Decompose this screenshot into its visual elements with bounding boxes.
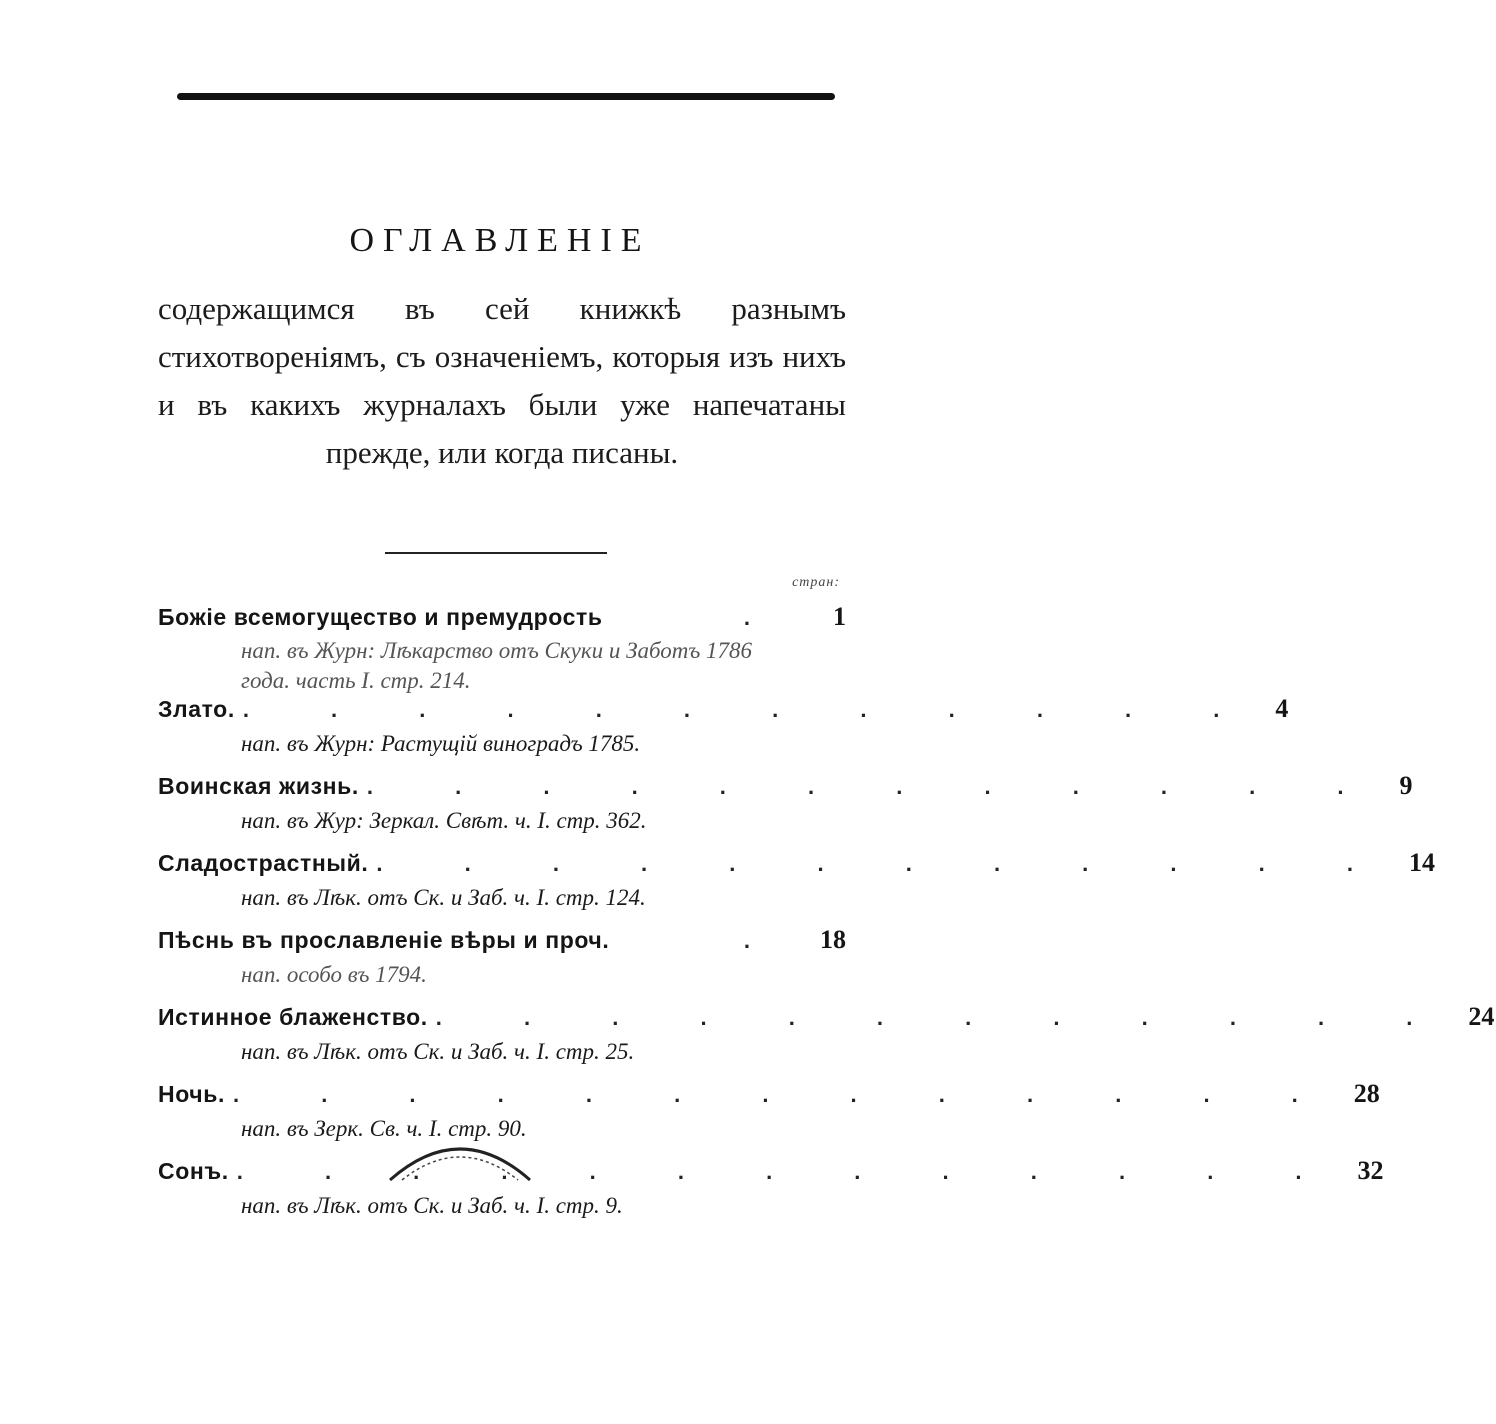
- entry-page-number: 32: [1357, 1156, 1384, 1185]
- leader-dots: . . . . . . . . . . . .: [435, 1005, 1451, 1030]
- leader-dots: . . . . . . . . . . . . .: [236, 1159, 1340, 1184]
- entry-note: нап. особо въ 1794.: [241, 962, 427, 987]
- entry-title: Сонъ.: [158, 1158, 229, 1184]
- toc-entry: [158, 848, 1435, 925]
- entry-title: Истинное блаженство.: [158, 1004, 428, 1030]
- leader-dots: .: [743, 605, 788, 630]
- entry-title: Божіе всемогущество и премудрость: [158, 604, 603, 630]
- toc-entry: [158, 694, 1289, 771]
- toc-entry: [158, 602, 848, 694]
- entry-note: нап. въ Лѣк. отъ Ск. и Заб. ч. I. стр. 124.: [241, 885, 646, 910]
- toc-entry: [158, 925, 848, 1002]
- leader-dots: . . . . . . . . . . . .: [366, 774, 1382, 799]
- page-title: ОГЛАВЛЕНІЕ: [349, 222, 651, 259]
- entry-note: нап. въ Жур: Зеркал. Свѣт. ч. I. стр. 362.: [241, 808, 647, 833]
- entry-title: Сладострастный.: [158, 850, 369, 876]
- entry-title: Злато.: [158, 696, 235, 722]
- entry-page-number: 9: [1399, 771, 1413, 800]
- entry-page-number: 28: [1353, 1079, 1380, 1108]
- pages-column-label: стран:: [792, 575, 840, 590]
- entry-note: нап. въ Журн: Лѣкарство отъ Скуки и Заботъ 1786 года. часть I. стр. 214.: [241, 638, 753, 693]
- entry-page-number: 14: [1408, 848, 1435, 877]
- entry-note: нап. въ Лѣк. отъ Ск. и Заб. ч. I. стр. 9.: [241, 1193, 623, 1218]
- entry-note: нап. въ Лѣк. отъ Ск. и Заб. ч. I. стр. 25.: [241, 1039, 635, 1064]
- entry-title: Воинская жизнь.: [158, 773, 359, 799]
- toc-entry: [158, 1002, 1495, 1079]
- entry-note: нап. въ Журн: Растущій виноградъ 1785.: [241, 731, 641, 756]
- top-rule: [177, 93, 835, 100]
- page-subtitle: содержащимся въ сей книжкѣ разнымъ стихотвореніямъ, съ означеніемъ, которыя изъ нихъ и въ какихъ журналахъ были уже напечатаны прежде, или когда писаны.: [158, 291, 846, 470]
- entry-title: Пѣснь въ прославленіе вѣры и проч.: [158, 927, 610, 953]
- leader-dots: .: [743, 928, 788, 953]
- leader-dots: . . . . . . . . . . . . .: [232, 1082, 1336, 1107]
- entry-page-number: 24: [1468, 1002, 1495, 1031]
- toc-entry: [158, 771, 1413, 848]
- entry-title: Ночь.: [158, 1081, 225, 1107]
- library-stamp-mark: [380, 1128, 540, 1188]
- leader-dots: . . . . . . . . . . . .: [376, 851, 1391, 876]
- divider-rule: [385, 552, 607, 554]
- entry-page-number: 1: [833, 602, 846, 631]
- entry-note: нап. въ Зерк. Св. ч. I. стр. 90.: [241, 1116, 527, 1141]
- entry-page-number: 4: [1275, 694, 1289, 723]
- leader-dots: . . . . . . . . . . . .: [242, 697, 1258, 722]
- entry-page-number: 18: [820, 925, 846, 954]
